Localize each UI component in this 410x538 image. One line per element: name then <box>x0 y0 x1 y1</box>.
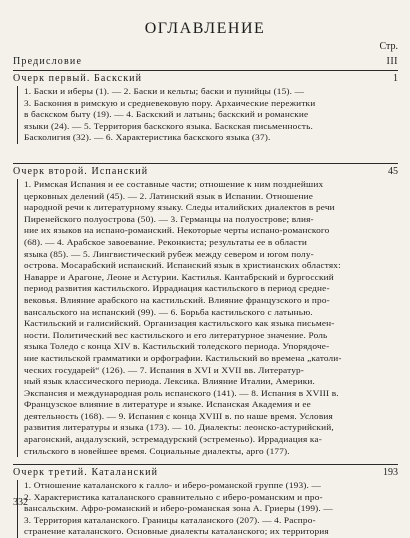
contents-line: языки (24). — 5. Территория баскского языка. Баскская письменность. <box>24 120 314 131</box>
contents-line: странение каталанского. Основные диалекты каталанского; их территория <box>24 526 329 537</box>
contents-line: народной речи к литературному языку. Следы италийских диалектов в речи <box>24 202 335 213</box>
chapter-page: 45 <box>388 166 398 177</box>
contents-line: 2. Характеристика каталанского сравнительно с иберо-романским и про- <box>24 491 323 502</box>
contents-line: ности. Политический вес кастильского и его литературное значение. Роль <box>24 329 328 340</box>
page-column-header: Стр. <box>379 41 398 52</box>
chapter-contents <box>24 86 342 144</box>
contents-line: вансальским. Афро-романский и иберо-романская зона А. Гриеры (199). — <box>24 503 333 514</box>
toc-chapter-2[interactable] <box>13 165 398 457</box>
toc-chapter-3[interactable] <box>13 466 398 538</box>
contents-line: арагонский, андалузский, эстремадурский (эстременьо). Иррадиация ка- <box>24 434 322 445</box>
contents-line: ние кастильской грамматики и орфографии. Кастильский во времена „католи- <box>24 352 342 363</box>
toc-chapter-1[interactable] <box>13 72 398 144</box>
contents-line: стильского в новейшее время. Социальные диалекты, арго (177). <box>24 445 290 456</box>
contents-line: церковных делений (45). — 2. Латинский язык в Испании. Отношение <box>24 190 314 201</box>
contents-line: языка (85). — 5. Лингвистический рубеж между севером и югом полу- <box>24 248 314 259</box>
contents-line: 1. Отношение каталанского к галло- и иберо-романской группе (193). — <box>24 480 321 490</box>
contents-line: Наварре и Арагоне, Леоне и Астурии. Кастилья. Кантабрский и бургосский <box>24 271 334 282</box>
divider <box>13 464 398 465</box>
contents-line: 3. Территория каталанского. Границы каталанского (207). — 4. Распро- <box>24 514 316 525</box>
toc-entry-label: Предисловие <box>13 56 83 67</box>
chapter-label: Очерк третий. Каталанский <box>13 467 159 478</box>
chapter-bracket <box>17 86 18 144</box>
chapter-contents <box>24 480 342 538</box>
divider <box>13 70 398 71</box>
contents-line: ние их языков на испано-романский. Некоторые черты испано-романского <box>24 225 330 236</box>
chapter-contents <box>24 179 342 457</box>
contents-line: языка Толедо с конца XIV в. Кастильский толедского периода. Упорядоче- <box>24 341 330 352</box>
contents-line: ческих государей“ (126). — 7. Испания в XVI и XVII вв. Литератур- <box>24 364 305 375</box>
chapter-label: Очерк второй. Испанский <box>13 166 149 177</box>
contents-line: 1. Баски и иберы (1). — 2. Баски и кельты; баски и пунийцы (15). — <box>24 86 305 96</box>
contents-line: ный язык классического периода. Лексика. Влияние Италии, Америки. <box>24 376 316 387</box>
contents-line: 1. Римская Испания и ее составные части; отношение к ним позднейших <box>24 179 324 189</box>
chapter-page: 1 <box>393 73 398 84</box>
contents-line: развития литературы и языка (173). — 10. Диалекты: леонско-астурийский, <box>24 422 334 433</box>
contents-line: Пиренейского полуострова (50). — 3. Германцы на полуострове; влия- <box>24 213 314 224</box>
contents-line: период развития кастильского. Иррадиация кастильского в период средне- <box>24 283 330 294</box>
contents-line: деятельность (168). — 9. Испания с конца XVIII в. по наше время. Условия <box>24 410 333 421</box>
contents-line: вековья. Влияние арабского на кастильский. Влияние французского и про- <box>24 294 330 305</box>
toc-entry-page: III <box>386 56 398 67</box>
contents-line: Басколигия (32). — 6. Характеристика баскского языка (37). <box>24 132 271 143</box>
contents-line: вансальского на испанский (99). — 6. Борьба кастильского с латынью. <box>24 306 313 317</box>
contents-line: в баскском быту (19). — 4. Баскский и латынь; баскский и романские <box>24 109 309 120</box>
chapter-bracket <box>17 480 18 538</box>
contents-line: Французское влияние в литературе и языке. Испанская Академия и ее <box>24 399 311 410</box>
contents-line: острова. Мосарабский испанский. Испанский язык в христианских областях: <box>24 260 341 271</box>
chapter-page: 193 <box>383 467 398 478</box>
chapter-bracket <box>17 179 18 457</box>
toc-entry-preface[interactable] <box>13 55 398 68</box>
contents-line: 3. Баскония в римскую и средневековую пору. Архаические пережитки <box>24 97 316 108</box>
contents-line: Кастильский и галисийский. Организация кастильского как языка письмен- <box>24 318 335 329</box>
divider <box>13 163 398 164</box>
page-number: 332 <box>13 497 28 508</box>
chapter-label: Очерк первый. Баскский <box>13 73 143 84</box>
contents-line: Экспансия и международная роль испанского (141). — 8. Испания в XVIII в. <box>24 387 339 398</box>
contents-line: (68). — 4. Арабское завоевание. Реконкиста; результаты ее в области <box>24 236 308 247</box>
page-title: ОГЛАВЛЕНИЕ <box>144 20 266 37</box>
